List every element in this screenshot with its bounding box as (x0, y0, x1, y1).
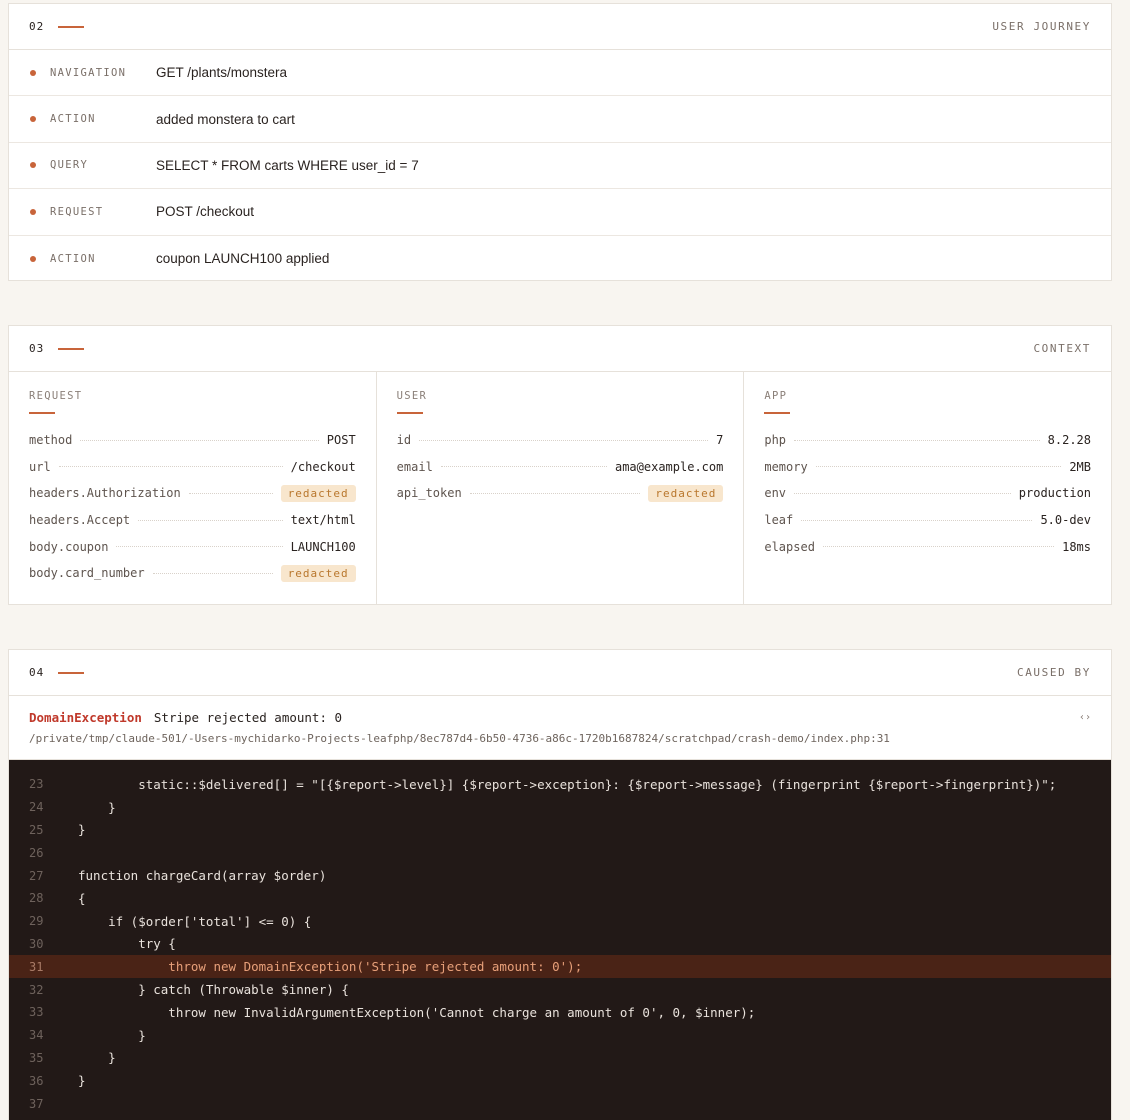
line-number: 33 (29, 1005, 44, 1020)
context-value: ama@example.com (614, 459, 724, 474)
context-row (29, 454, 356, 481)
line-number: 30 (29, 936, 44, 951)
context-key: php (764, 433, 787, 448)
leader-dots (80, 440, 318, 441)
line-number: 24 (29, 800, 44, 815)
code-snippet (9, 760, 1111, 1120)
leader-dots (153, 573, 273, 574)
caused-by-section (8, 649, 1112, 1120)
code-line (9, 796, 1111, 819)
journey-event (9, 189, 1111, 235)
redacted-badge: redacted (648, 485, 723, 502)
line-number: 28 (29, 891, 44, 906)
line-number: 26 (29, 845, 44, 860)
redacted-badge: redacted (281, 485, 356, 502)
column-dash (397, 412, 423, 414)
context-key: id (396, 433, 412, 448)
line-source: if ($order['total'] <= 0) { (78, 913, 312, 929)
context-value: 5.0-dev (1040, 513, 1092, 528)
context-key: env (764, 486, 787, 501)
section-dash (58, 672, 84, 674)
line-number: 36 (29, 1073, 44, 1088)
event-text: GET /plants/monstera (156, 65, 288, 81)
context-row (764, 427, 1091, 454)
leader-dots (189, 493, 273, 494)
context-request-column (9, 372, 377, 604)
column-title: REQUEST (29, 390, 83, 402)
section-dash (58, 26, 84, 28)
context-app-column (744, 372, 1111, 604)
exception-summary (29, 710, 1091, 725)
event-text: POST /checkout (156, 204, 255, 220)
code-line-highlighted (9, 955, 1111, 978)
leader-dots (441, 466, 607, 467)
code-line (9, 819, 1111, 842)
line-number: 35 (29, 1050, 44, 1065)
line-number: 25 (29, 822, 44, 837)
context-header (9, 326, 1111, 372)
code-line (9, 1001, 1111, 1024)
line-number: 32 (29, 982, 44, 997)
line-source: function chargeCard(array $order) (78, 868, 327, 884)
context-row (29, 560, 356, 587)
line-source: throw new InvalidArgumentException('Cannot charge an amount of 0', 0, $inner); (78, 1004, 756, 1020)
code-line (9, 933, 1111, 956)
code-line (9, 1024, 1111, 1047)
event-type: NAVIGATION (50, 66, 127, 79)
context-row (764, 480, 1091, 507)
leader-dots (470, 493, 641, 494)
event-text: added monstera to cart (156, 111, 295, 127)
user-journey-section (8, 3, 1112, 281)
context-value: text/html (290, 513, 356, 528)
context-row (397, 427, 724, 454)
journey-event-list (9, 50, 1111, 282)
line-number: 23 (29, 777, 44, 792)
exception-file-path: /private/tmp/claude-501/-Users-mychidarko-Projects-leafphp/8ec787d4-6b50-4736-a86c-1720b1687824/scratchpad/crash-demo/index.php:31 (29, 732, 890, 745)
code-line (9, 1047, 1111, 1070)
context-key: method (29, 433, 73, 448)
code-line (9, 1069, 1111, 1092)
code-line (9, 773, 1111, 796)
leader-dots (823, 546, 1054, 547)
line-number: 31 (29, 959, 44, 974)
leader-dots (419, 440, 708, 441)
section-title: CAUSED BY (1016, 666, 1091, 679)
line-source: try { (78, 936, 176, 952)
code-toggle-icon[interactable]: ‹› (1078, 712, 1091, 723)
context-row (397, 454, 724, 481)
line-number: 27 (29, 868, 44, 883)
journey-event (9, 236, 1111, 282)
section-title: USER JOURNEY (992, 20, 1091, 33)
column-dash (29, 412, 55, 414)
context-value: 8.2.28 (1047, 433, 1092, 448)
leader-dots (816, 466, 1062, 467)
line-number: 37 (29, 1096, 44, 1111)
line-source: } (78, 1027, 146, 1043)
code-line (9, 910, 1111, 933)
event-type: QUERY (50, 159, 89, 172)
line-source: } catch (Throwable $inner) { (78, 982, 349, 998)
exception-message: Stripe rejected amount: 0 (153, 710, 343, 725)
event-type: ACTION (50, 113, 96, 126)
section-title: CONTEXT (1033, 342, 1091, 355)
column-title: USER (396, 390, 428, 402)
event-type: ACTION (50, 252, 96, 265)
context-value: production (1018, 486, 1092, 501)
context-key: url (29, 459, 51, 474)
leader-dots (794, 440, 1040, 441)
context-columns (9, 372, 1111, 604)
line-source: } (78, 1073, 86, 1089)
context-user-column (377, 372, 745, 604)
exception-header (9, 696, 1111, 760)
context-row (764, 454, 1091, 481)
context-value: POST (326, 433, 356, 448)
event-dot-icon (30, 256, 36, 262)
context-key: headers.Accept (29, 513, 131, 528)
section-number (29, 666, 84, 679)
context-value: 18ms (1062, 539, 1092, 554)
section-number (29, 20, 84, 33)
code-line (9, 1092, 1111, 1115)
event-dot-icon (30, 70, 36, 76)
code-line (9, 841, 1111, 864)
context-key: email (396, 459, 433, 474)
code-line (9, 978, 1111, 1001)
context-key: body.card_number (29, 566, 145, 581)
context-section (8, 325, 1112, 605)
journey-event (9, 96, 1111, 142)
context-row (764, 533, 1091, 560)
leader-dots (801, 520, 1032, 521)
context-row (29, 507, 356, 534)
line-number: 29 (29, 914, 44, 929)
line-source: static::$delivered[] = "[{$report->level}] {$report->exception}: {$report->message} (fingerprint {$report->fingerprint})"; (78, 776, 1057, 792)
column-title: APP (764, 390, 788, 402)
context-row (397, 480, 724, 507)
leader-dots (59, 466, 283, 467)
leader-dots (116, 546, 282, 547)
section-number-label: 04 (29, 666, 45, 679)
event-text: coupon LAUNCH100 applied (156, 251, 330, 267)
context-key: headers.Authorization (29, 486, 181, 501)
context-row (29, 533, 356, 560)
event-dot-icon (30, 116, 36, 122)
redacted-badge: redacted (281, 565, 356, 582)
context-value: 7 (716, 433, 724, 448)
line-source: } (78, 799, 116, 815)
event-dot-icon (30, 162, 36, 168)
section-number-label: 03 (29, 342, 45, 355)
context-value: LAUNCH100 (290, 539, 356, 554)
context-key: elapsed (764, 539, 815, 554)
context-value: /checkout (290, 459, 356, 474)
code-line (9, 887, 1111, 910)
context-value: 2MB (1069, 459, 1092, 474)
user-journey-header (9, 4, 1111, 50)
event-dot-icon (30, 209, 36, 215)
context-key: leaf (764, 513, 794, 528)
leader-dots (138, 520, 282, 521)
leader-dots (794, 493, 1011, 494)
context-key: api_token (396, 486, 462, 501)
line-source: } (78, 1050, 116, 1066)
context-row (29, 480, 356, 507)
line-source: { (78, 890, 86, 906)
journey-event (9, 143, 1111, 189)
event-text: SELECT * FROM carts WHERE user_id = 7 (156, 157, 419, 173)
section-dash (58, 348, 84, 350)
column-dash (764, 412, 790, 414)
context-row (29, 427, 356, 454)
context-row (764, 507, 1091, 534)
line-source: } (78, 822, 86, 838)
line-number: 34 (29, 1028, 44, 1043)
section-number-label: 02 (29, 20, 45, 33)
code-line (9, 864, 1111, 887)
journey-event (9, 50, 1111, 96)
context-key: memory (764, 459, 808, 474)
exception-class: DomainException (29, 710, 142, 725)
line-source: throw new DomainException('Stripe rejected amount: 0'); (78, 959, 583, 975)
section-number (29, 342, 84, 355)
event-type: REQUEST (50, 205, 104, 218)
caused-by-header (9, 650, 1111, 696)
context-key: body.coupon (29, 539, 109, 554)
